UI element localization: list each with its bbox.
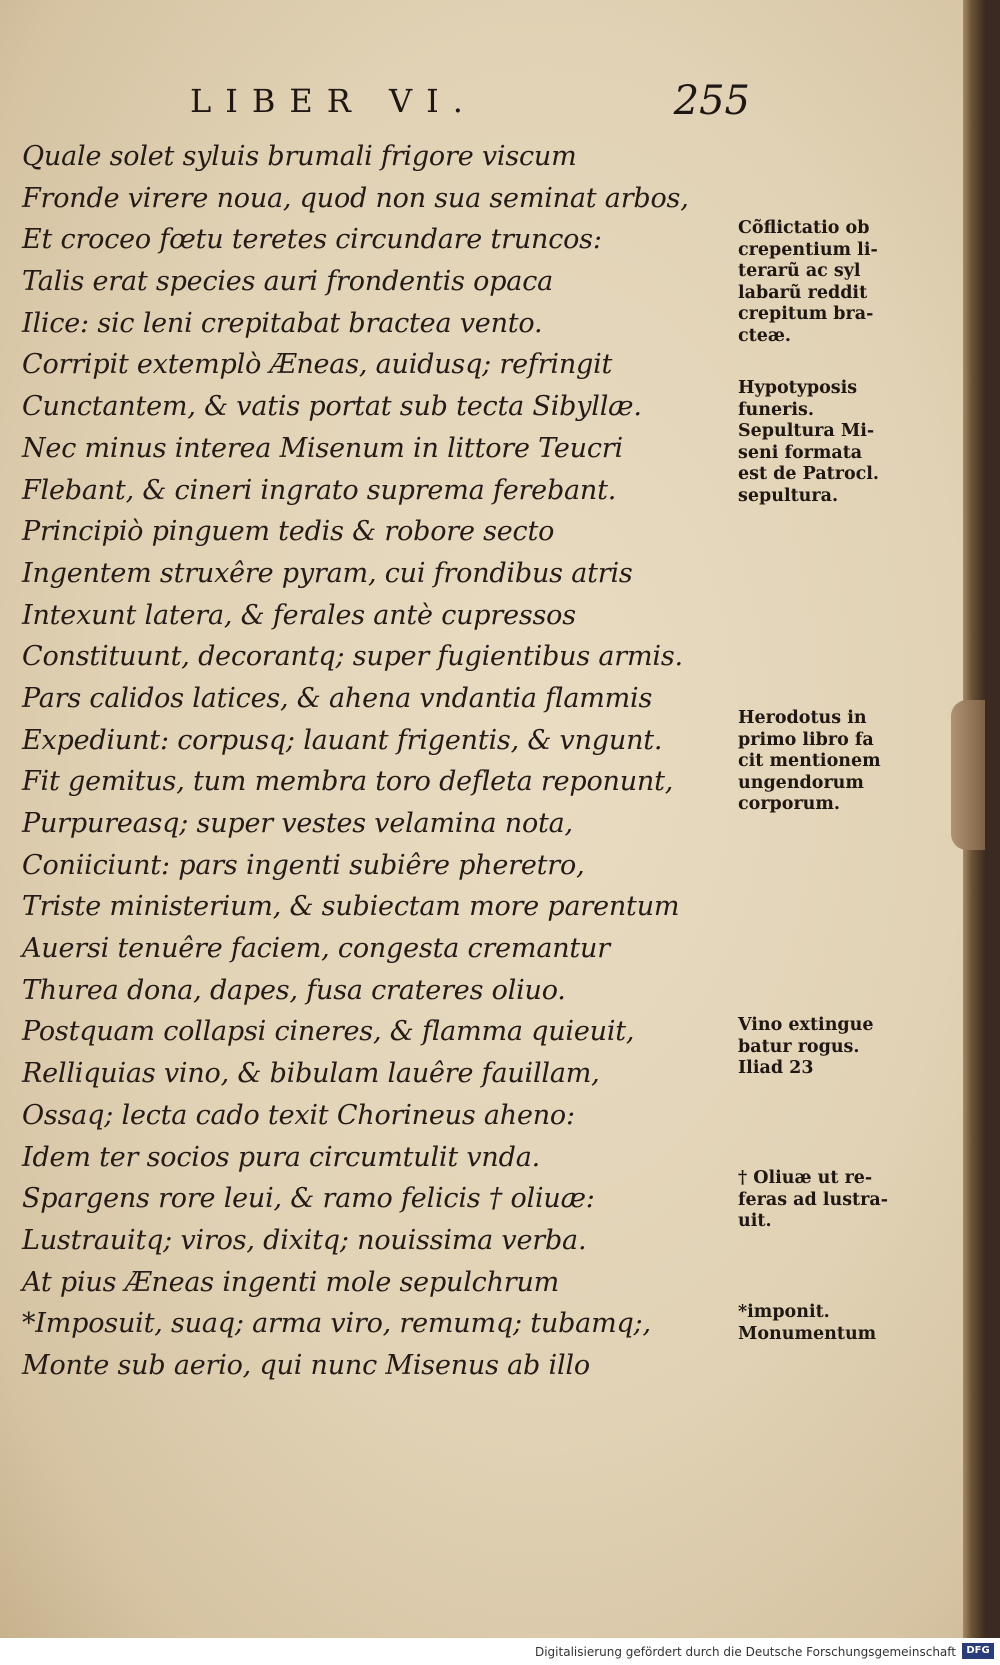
- verse-line: Relliquias vino, & bibulam lauêre fauillam,: [22, 1058, 600, 1090]
- side-note-line: seni formata: [738, 442, 863, 463]
- verse-line: Cunctantem, & vatis portat sub tecta Sibyllæ.: [22, 391, 642, 423]
- side-note-line: uit.: [738, 1211, 772, 1231]
- verse-line: Corripit extemplò Æneas, auidusq; refringit: [22, 349, 613, 381]
- side-note-line: crepentium li-: [738, 239, 878, 260]
- side-note-line: ungendorum: [738, 772, 864, 793]
- running-header-book: LIBER VI.: [190, 82, 477, 120]
- side-note-line: batur rogus.: [738, 1036, 860, 1057]
- verse-line: Coniiciunt: pars ingenti subiêre pheretro,: [22, 849, 585, 881]
- verse-line: Ingentem struxêre pyram, cui frondibus atris: [22, 557, 633, 589]
- verse-line: Constituunt, decorantq; super fugientibus armis.: [22, 641, 683, 673]
- running-header: [190, 78, 750, 128]
- verse-line: *Imposuit, suaq; arma viro, remumq; tubamq;,: [22, 1308, 651, 1340]
- side-note-line: funeris.: [738, 399, 814, 420]
- side-note-line: Herodotus in: [738, 708, 867, 728]
- verse-line: Thurea dona, dapes, fusa crateres oliuo.: [22, 974, 566, 1006]
- verse-line: Idem ter socios pura circumtulit vnda.: [22, 1141, 540, 1173]
- verse-text: [22, 136, 702, 1387]
- side-note-line: sepultura.: [738, 485, 839, 506]
- side-note-line: Sepultura Mi-: [738, 421, 875, 441]
- side-note-line: cit mentionem: [738, 751, 881, 771]
- verse-line: Fronde virere noua, quod non sua seminat arbos,: [22, 182, 689, 214]
- side-note-line: Iliad 23: [738, 1058, 814, 1078]
- side-note-line: corporum.: [738, 794, 841, 814]
- side-note-line: *imponit.: [738, 1302, 830, 1322]
- verse-line: Talis erat species auri frondentis opaca: [22, 266, 554, 298]
- verse-line: Lustrauitq; viros, dixitq; nouissima verba.: [22, 1224, 587, 1256]
- side-note-line: Cõflictatio ob: [738, 218, 870, 238]
- funding-credit: Digitalisierung gefördert durch die Deutsche Forschungsgemeinschaft: [534, 1645, 956, 1659]
- side-note-line: Monumentum: [738, 1323, 877, 1344]
- side-note: [738, 1302, 908, 1345]
- verse-line: At pius Æneas ingenti mole sepulchrum: [22, 1266, 560, 1298]
- side-note: [738, 378, 908, 421]
- side-note-line: † Oliuæ ut re-: [738, 1168, 873, 1188]
- side-note: [738, 708, 908, 816]
- verse-line: Purpureasq; super vestes velamina nota,: [22, 808, 573, 839]
- side-note-line: primo libro fa: [738, 729, 874, 750]
- side-note: [738, 421, 908, 507]
- side-note-line: crepitum bra-: [738, 304, 874, 324]
- verse-line: Postquam collapsi cineres, & flamma quieuit,: [22, 1016, 635, 1048]
- side-note-line: Vino extingue: [738, 1015, 874, 1035]
- side-note-line: terarũ ac syl: [738, 261, 861, 281]
- side-note: [738, 218, 908, 347]
- book-tab-marker: [951, 700, 985, 850]
- verse-line: Nec minus interea Misenum in littore Teucri: [22, 432, 623, 464]
- verse-line: Quale solet syluis brumali frigore viscum: [22, 141, 577, 172]
- verse-line: Auersi tenuêre faciem, congesta cremantur: [22, 933, 610, 965]
- verse-line: Pars calidos latices, & ahena vndantia flammis: [22, 682, 653, 714]
- dfg-logo: DFG: [962, 1643, 994, 1659]
- verse-line: Triste ministerium, & subiectam more parentum: [22, 891, 680, 923]
- verse-line: Intexunt latera, & ferales antè cupressos: [22, 599, 576, 631]
- side-note-line: est de Patrocl.: [738, 464, 880, 484]
- side-note-line: Hypotyposis: [738, 378, 858, 398]
- side-note: [738, 1015, 908, 1080]
- verse-line: Expediunt: corpusq; lauant frigentis, & vngunt.: [22, 724, 663, 756]
- digitization-footer: [0, 1638, 1000, 1665]
- side-note-line: cteæ.: [738, 325, 792, 346]
- verse-line: Et croceo fœtu teretes circundare truncos:: [22, 224, 602, 256]
- side-note-line: labarũ reddit: [738, 282, 868, 303]
- side-note-line: feras ad lustra-: [738, 1189, 888, 1210]
- verse-line: Fit gemitus, tum membra toro defleta reponunt,: [22, 766, 674, 798]
- verse-line: Principiò pinguem tedis & robore secto: [22, 516, 555, 548]
- verse-line: Spargens rore leui, & ramo felicis † oliuæ:: [22, 1183, 595, 1215]
- page-number: 255: [673, 78, 750, 124]
- side-note: [738, 1168, 908, 1233]
- verse-line: Monte sub aerio, qui nunc Misenus ab illo: [22, 1349, 590, 1381]
- verse-line: Ilice: sic leni crepitabat bractea vento.: [22, 307, 543, 339]
- verse-line: Ossaq; lecta cado texit Chorineus aheno:: [22, 1099, 575, 1131]
- verse-line: Flebant, & cineri ingrato suprema ferebant.: [22, 474, 617, 506]
